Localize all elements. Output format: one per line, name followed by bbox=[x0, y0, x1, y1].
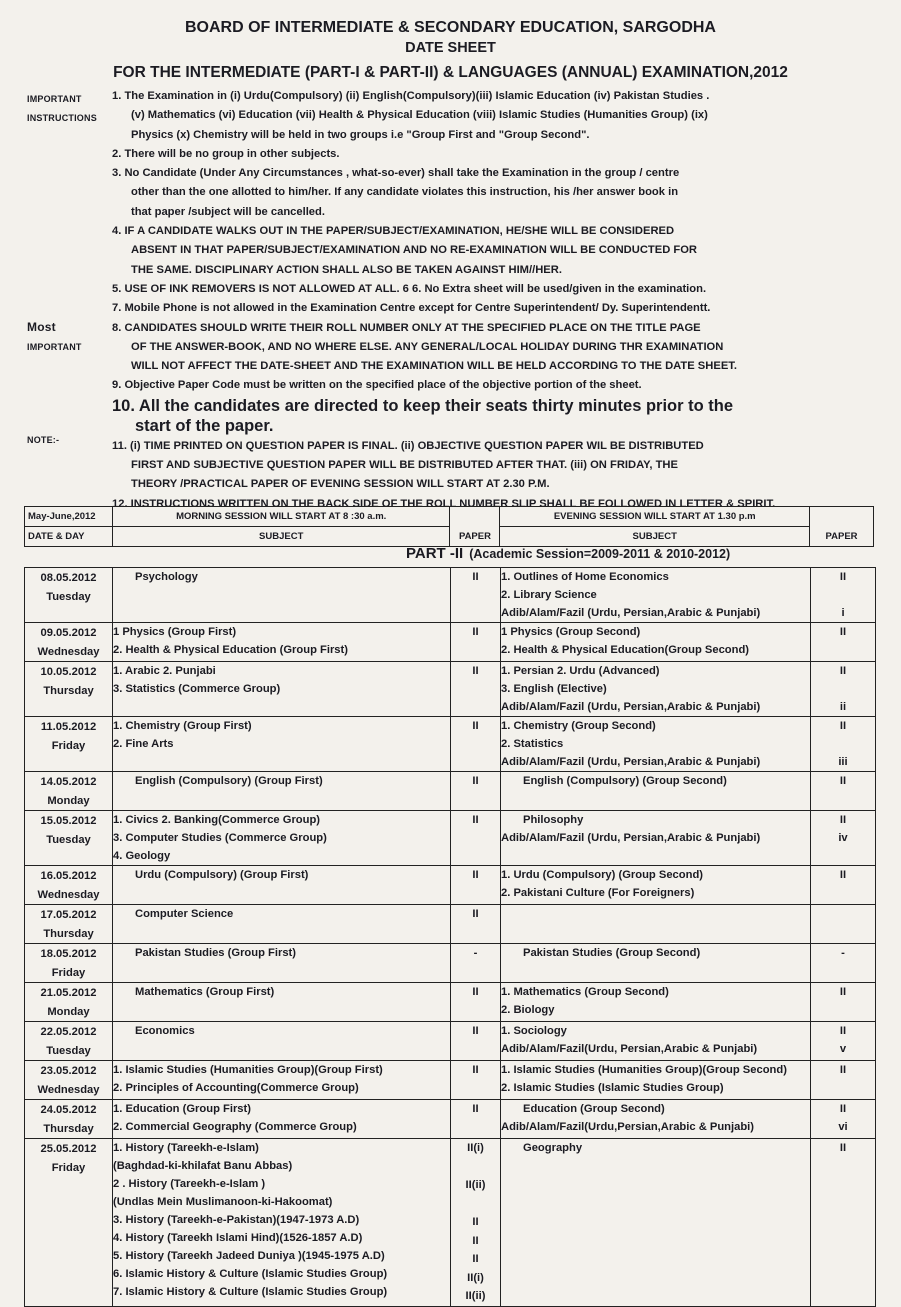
instruction-line: THEORY /PRACTICAL PAPER OF EVENING SESSION WILL START AT 2.30 P.M. bbox=[131, 478, 550, 491]
paper-code: v bbox=[839, 1043, 847, 1055]
exam-date: 24.05.2012 bbox=[40, 1104, 97, 1116]
subject-line: 4. Geology bbox=[113, 850, 171, 862]
paper-code: II bbox=[839, 1025, 847, 1037]
part-label: PART -II bbox=[406, 545, 464, 562]
subject-line: 1. Education (Group First) bbox=[113, 1103, 251, 1115]
table-row bbox=[25, 772, 876, 811]
subject-line: Mathematics (Group First) bbox=[135, 986, 275, 998]
exam-date: 10.05.2012 bbox=[40, 666, 97, 678]
subject-line: (Baghdad-ki-khilafat Banu Abbas) bbox=[113, 1160, 293, 1172]
morning-paper-cell bbox=[451, 662, 501, 717]
morning-subject-header: SUBJECT bbox=[112, 527, 450, 547]
evening-paper-cell bbox=[811, 1139, 876, 1307]
paper-code: II(i) bbox=[467, 1142, 484, 1154]
paper-code: II bbox=[472, 908, 479, 920]
period-label: May-June,2012 bbox=[25, 507, 113, 527]
evening-subject-cell bbox=[501, 1061, 811, 1100]
subject-line: Pakistan Studies (Group First) bbox=[135, 947, 297, 959]
part-session: (Academic Session=2009-2011 & 2010-2012) bbox=[469, 547, 731, 561]
instruction-line: 1. The Examination in (i) Urdu(Compulsory) (ii) English(Compulsory)(iii) Islamic Education (iv) Pakistan Studies . bbox=[112, 90, 710, 102]
evening-paper-cell bbox=[811, 1100, 876, 1139]
morning-paper-cell bbox=[451, 568, 501, 623]
subject-line: 4. History (Tareekh Islami Hind)(1526-1857 A.D) bbox=[113, 1232, 363, 1244]
paper-code bbox=[811, 735, 875, 753]
date-cell bbox=[25, 568, 113, 623]
paper-code bbox=[451, 1195, 500, 1214]
instruction-line: WILL NOT AFFECT THE DATE-SHEET AND THE EXAMINATION WILL BE HELD ACCORDING TO THE DATE SHEET. bbox=[131, 360, 737, 373]
evening-paper-cell bbox=[811, 662, 876, 717]
subject-line: 1. Mathematics (Group Second) bbox=[501, 986, 669, 998]
morning-paper-cell bbox=[451, 772, 501, 811]
evening-subject-cell bbox=[501, 983, 811, 1022]
evening-subject-cell bbox=[501, 1100, 811, 1139]
paper-code: II bbox=[839, 1142, 847, 1154]
subject-line: 1 Physics (Group Second) bbox=[501, 626, 641, 638]
subject-line: Geography bbox=[523, 1142, 583, 1154]
instruction-line: 2. There will be no group in other subjects. bbox=[112, 147, 340, 160]
morning-paper-cell bbox=[451, 1100, 501, 1139]
paper-code: II bbox=[472, 986, 479, 998]
paper-code: II bbox=[839, 720, 847, 732]
evening-paper-cell bbox=[811, 811, 876, 866]
exam-date: 09.05.2012 bbox=[40, 627, 97, 639]
table-row bbox=[25, 905, 876, 944]
exam-date: 23.05.2012 bbox=[40, 1065, 97, 1077]
evening-subject-header: SUBJECT bbox=[500, 527, 810, 547]
paper-code: II(ii) bbox=[465, 1179, 486, 1191]
instruction-line: THE SAME. DISCIPLINARY ACTION SHALL ALSO BE TAKEN AGAINST HIM//HER. bbox=[131, 263, 562, 276]
side-label-important: IMPORTANT bbox=[27, 94, 82, 104]
instruction-line: Physics (x) Chemistry will be held in two groups i.e "Group First and "Group Second". bbox=[131, 128, 590, 141]
exam-day: Monday bbox=[47, 794, 90, 807]
paper-code: II(ii) bbox=[465, 1290, 486, 1302]
instruction-line-emphasis: start of the paper. bbox=[135, 416, 274, 435]
paper-code: iii bbox=[838, 756, 848, 768]
table-row bbox=[25, 983, 876, 1022]
exam-date: 16.05.2012 bbox=[40, 870, 97, 882]
exam-date: 25.05.2012 bbox=[40, 1143, 97, 1155]
morning-subject-cell bbox=[113, 717, 451, 772]
evening-subject-cell bbox=[501, 905, 811, 944]
exam-day: Tuesday bbox=[46, 1044, 91, 1057]
paper-code: II bbox=[472, 1253, 479, 1265]
subject-line: Adib/Alam/Fazil (Urdu, Persian,Arabic & Punjabi) bbox=[501, 607, 761, 619]
evening-subject-cell bbox=[501, 1139, 811, 1307]
paper-code: II bbox=[472, 571, 479, 583]
subject-line: 3. Computer Studies (Commerce Group) bbox=[113, 832, 327, 844]
subject-line: 2. Library Science bbox=[501, 589, 597, 601]
date-sheet-table bbox=[24, 567, 876, 1307]
subject-line: English (Compulsory) (Group Second) bbox=[523, 775, 727, 787]
subject-line: 6. Islamic History & Culture (Islamic Studies Group) bbox=[113, 1268, 388, 1280]
morning-session-label: MORNING SESSION WILL START AT 8 :30 a.m. bbox=[112, 507, 450, 527]
paper-code: II(i) bbox=[467, 1271, 484, 1284]
date-cell bbox=[25, 1139, 113, 1307]
paper-code: vi bbox=[838, 1121, 848, 1133]
paper-code: - bbox=[473, 947, 478, 959]
instruction-line: 5. USE OF INK REMOVERS IS NOT ALLOWED AT ALL. 6 6. No Extra sheet will be used/given in the examination. bbox=[112, 282, 707, 295]
evening-subject-cell bbox=[501, 623, 811, 662]
table-row bbox=[25, 662, 876, 717]
evening-paper-cell bbox=[811, 1022, 876, 1061]
morning-subject-cell bbox=[113, 662, 451, 717]
board-title: BOARD OF INTERMEDIATE & SECONDARY EDUCATION, SARGODHA bbox=[185, 19, 716, 36]
subject-line: 1. Arabic 2. Punjabi bbox=[113, 665, 216, 677]
evening-subject-cell bbox=[501, 568, 811, 623]
morning-subject-cell bbox=[113, 905, 451, 944]
instruction-line: that paper /subject will be cancelled. bbox=[131, 205, 325, 218]
morning-subject-cell bbox=[113, 1022, 451, 1061]
morning-paper-cell bbox=[451, 811, 501, 866]
morning-subject-cell bbox=[113, 772, 451, 811]
subject-line: 2 . History (Tareekh-e-Islam ) bbox=[113, 1178, 266, 1190]
subject-line: 2. Commercial Geography (Commerce Group) bbox=[113, 1121, 357, 1133]
instruction-line: (v) Mathematics (vi) Education (vii) Health & Physical Education (viii) Islamic Studies (Humanities Group) (ix) bbox=[131, 109, 708, 122]
subject-line: 1 Physics (Group First) bbox=[113, 626, 237, 638]
date-cell bbox=[25, 1100, 113, 1139]
subject-line: 3. English (Elective) bbox=[501, 683, 607, 695]
date-day-header: DATE & DAY bbox=[25, 527, 113, 547]
paper-code: II bbox=[472, 720, 479, 732]
exam-day: Tuesday bbox=[46, 833, 91, 846]
exam-day: Monday bbox=[47, 1005, 90, 1018]
paper-code: II bbox=[472, 1025, 479, 1037]
exam-date: 21.05.2012 bbox=[40, 987, 97, 999]
paper-code: II bbox=[839, 1064, 847, 1076]
subject-line: 1. Civics 2. Banking(Commerce Group) bbox=[113, 814, 321, 826]
instruction-line: 11. (i) TIME PRINTED ON QUESTION PAPER IS FINAL. (ii) OBJECTIVE QUESTION PAPER WIL BE DISTRIBUTED bbox=[112, 439, 704, 452]
evening-session-label: EVENING SESSION WILL START AT 1.30 p.m bbox=[500, 507, 810, 527]
paper-code: II bbox=[472, 1216, 479, 1228]
table-row bbox=[25, 1022, 876, 1061]
morning-paper-cell bbox=[451, 717, 501, 772]
paper-code: II bbox=[839, 665, 847, 677]
date-cell bbox=[25, 772, 113, 811]
exam-day: Thursday bbox=[43, 927, 94, 940]
date-cell bbox=[25, 811, 113, 866]
paper-code: II bbox=[839, 814, 847, 826]
instruction-line: other than the one allotted to him/her. If any candidate violates this instruction, his /her answer book in bbox=[131, 186, 679, 199]
subject-line: 2. Principles of Accounting(Commerce Group) bbox=[113, 1082, 359, 1094]
instruction-line: FIRST AND SUBJECTIVE QUESTION PAPER WILL BE DISTRIBUTED AFTER THAT. (iii) ON FRIDAY, THE bbox=[131, 459, 678, 472]
subject-line: Adib/Alam/Fazil (Urdu, Persian,Arabic & Punjabi) bbox=[501, 832, 761, 844]
subject-line: 2. Islamic Studies (Islamic Studies Group) bbox=[501, 1082, 724, 1094]
subject-line: Adib/Alam/Fazil (Urdu, Persian,Arabic & Punjabi) bbox=[501, 756, 761, 768]
paper-code bbox=[811, 586, 875, 604]
instruction-line: 12. INSTRUCTIONS WRITTEN ON THE BACK SIDE OF THE ROLL NUMBER SLIP SHALL BE FOLLOWED IN LETTER & SPIRIT. bbox=[112, 497, 776, 510]
exam-date: 18.05.2012 bbox=[40, 948, 97, 960]
paper-code: - bbox=[841, 947, 845, 959]
morning-subject-cell bbox=[113, 1100, 451, 1139]
table-row bbox=[25, 1061, 876, 1100]
evening-paper-cell bbox=[811, 772, 876, 811]
subject-line: 1. History (Tareekh-e-Islam) bbox=[113, 1142, 259, 1154]
date-cell bbox=[25, 944, 113, 983]
morning-paper-cell bbox=[451, 1061, 501, 1100]
subject-line: 2. Fine Arts bbox=[113, 738, 174, 750]
subject-line: Computer Science bbox=[135, 908, 234, 920]
paper-code: II bbox=[472, 814, 479, 826]
subject-line: English (Compulsory) (Group First) bbox=[135, 775, 323, 787]
morning-subject-cell bbox=[113, 623, 451, 662]
instruction-line: 4. IF A CANDIDATE WALKS OUT IN THE PAPER/SUBJECT/EXAMINATION, HE/SHE WILL BE CONSIDERED bbox=[112, 225, 675, 238]
date-cell bbox=[25, 905, 113, 944]
paper-code: II bbox=[472, 665, 479, 677]
side-label-most: Most bbox=[27, 320, 56, 334]
evening-subject-cell bbox=[501, 1022, 811, 1061]
paper-code bbox=[451, 1158, 500, 1177]
exam-date: 17.05.2012 bbox=[40, 909, 97, 921]
exam-day: Friday bbox=[51, 1161, 86, 1174]
morning-subject-cell bbox=[113, 983, 451, 1022]
paper-code: II bbox=[472, 1234, 479, 1247]
exam-date: 22.05.2012 bbox=[40, 1026, 97, 1038]
date-cell bbox=[25, 866, 113, 905]
morning-paper-cell bbox=[451, 944, 501, 983]
evening-paper-header: PAPER bbox=[810, 527, 874, 547]
evening-subject-cell bbox=[501, 717, 811, 772]
date-cell bbox=[25, 1022, 113, 1061]
exam-day: Friday bbox=[51, 739, 86, 752]
subject-line: 3. History (Tareekh-e-Pakistan)(1947-1973 A.D) bbox=[113, 1214, 360, 1226]
subject-line: Adib/Alam/Fazil(Urdu,Persian,Arabic & Punjabi) bbox=[501, 1121, 755, 1133]
subject-line: 7. Islamic History & Culture (Islamic Studies Group) bbox=[113, 1286, 388, 1298]
morning-paper-cell bbox=[451, 623, 501, 662]
subject-line: 1. Urdu (Compulsory) (Group Second) bbox=[501, 869, 703, 881]
paper-code: II bbox=[839, 1103, 847, 1115]
evening-paper-cell bbox=[811, 623, 876, 662]
instruction-line: 8. CANDIDATES SHOULD WRITE THEIR ROLL NUMBER ONLY AT THE SPECIFIED PLACE ON THE TITLE PAGE bbox=[112, 321, 701, 334]
subject-line: 5. History (Tareekh Jadeed Duniya )(1945-1975 A.D) bbox=[113, 1250, 385, 1262]
subject-line: 2. Biology bbox=[501, 1004, 555, 1016]
morning-paper-cell bbox=[451, 1022, 501, 1061]
subject-line: 1. Islamic Studies (Humanities Group)(Group First) bbox=[113, 1064, 383, 1076]
paper-code: II bbox=[839, 986, 847, 998]
subject-line: 1. Chemistry (Group Second) bbox=[501, 720, 656, 732]
paper-code: iv bbox=[838, 832, 848, 844]
subject-line: Pakistan Studies (Group Second) bbox=[523, 947, 701, 959]
table-row bbox=[25, 811, 876, 866]
exam-day: Wednesday bbox=[37, 1083, 100, 1096]
evening-subject-cell bbox=[501, 811, 811, 866]
session-header-table bbox=[24, 506, 874, 547]
instruction-line: 7. Mobile Phone is not allowed in the Examination Centre except for Centre Superintendent/ Dy. Superintendentt. bbox=[112, 302, 711, 315]
date-cell bbox=[25, 717, 113, 772]
date-cell bbox=[25, 623, 113, 662]
exam-date: 15.05.2012 bbox=[40, 815, 97, 827]
morning-subject-cell bbox=[113, 811, 451, 866]
paper-code: II bbox=[472, 869, 479, 881]
instruction-line: 3. No Candidate (Under Any Circumstances , what-so-ever) shall take the Examination in the group / centre bbox=[112, 167, 680, 180]
part-heading bbox=[406, 545, 730, 563]
morning-paper-cell bbox=[451, 866, 501, 905]
evening-paper-cell bbox=[811, 866, 876, 905]
morning-subject-cell bbox=[113, 866, 451, 905]
subject-line: 2. Pakistani Culture (For Foreigners) bbox=[501, 887, 695, 899]
instruction-line: 9. Objective Paper Code must be written on the specified place of the objective portion of the sheet. bbox=[112, 379, 642, 392]
date-cell bbox=[25, 1061, 113, 1100]
subject-line: Adib/Alam/Fazil(Urdu, Persian,Arabic & Punjabi) bbox=[501, 1043, 758, 1055]
paper-code: ii bbox=[839, 701, 847, 713]
instruction-line: ABSENT IN THAT PAPER/SUBJECT/EXAMINATION AND NO RE-EXAMINATION WILL BE CONDUCTED FOR bbox=[131, 244, 698, 257]
exam-day: Tuesday bbox=[46, 590, 91, 603]
subject-line: 2. Health & Physical Education(Group Second) bbox=[501, 644, 750, 656]
evening-paper-cell bbox=[811, 1061, 876, 1100]
paper-code: II bbox=[472, 1103, 479, 1115]
exam-day: Thursday bbox=[43, 684, 94, 697]
subject-line: Adib/Alam/Fazil (Urdu, Persian,Arabic & Punjabi) bbox=[501, 701, 761, 713]
subject-line: 1. Chemistry (Group First) bbox=[113, 720, 252, 732]
instruction-line-emphasis: 10. All the candidates are directed to keep their seats thirty minutes prior to the bbox=[112, 396, 734, 415]
morning-subject-cell bbox=[113, 944, 451, 983]
document-subtitle: DATE SHEET bbox=[405, 40, 496, 56]
date-cell bbox=[25, 983, 113, 1022]
subject-line: (Undlas Mein Muslimanoon-ki-Hakoomat) bbox=[113, 1196, 333, 1208]
subject-line: Economics bbox=[135, 1025, 195, 1037]
evening-subject-cell bbox=[501, 662, 811, 717]
morning-paper-cell bbox=[451, 983, 501, 1022]
evening-subject-cell bbox=[501, 772, 811, 811]
evening-paper-cell bbox=[811, 983, 876, 1022]
subject-line: 3. Statistics (Commerce Group) bbox=[113, 683, 281, 695]
subject-line: 2. Health & Physical Education (Group First) bbox=[113, 644, 348, 656]
exam-date: 14.05.2012 bbox=[40, 776, 97, 788]
exam-date: 08.05.2012 bbox=[40, 572, 97, 584]
table-row bbox=[25, 717, 876, 772]
morning-subject-cell bbox=[113, 1139, 451, 1307]
exam-day: Friday bbox=[51, 966, 86, 979]
table-row bbox=[25, 866, 876, 905]
paper-code: II bbox=[839, 626, 847, 638]
morning-subject-cell bbox=[113, 1061, 451, 1100]
paper-code: i bbox=[841, 607, 845, 619]
paper-code: II bbox=[839, 571, 847, 583]
table-row bbox=[25, 568, 876, 623]
subject-line: Urdu (Compulsory) (Group First) bbox=[135, 869, 309, 881]
exam-day: Wednesday bbox=[37, 645, 100, 658]
morning-paper-header: PAPER bbox=[450, 527, 500, 547]
exam-day: Wednesday bbox=[37, 888, 100, 901]
evening-paper-cell bbox=[811, 568, 876, 623]
paper-code: II bbox=[472, 626, 479, 638]
evening-paper-cell bbox=[811, 717, 876, 772]
paper-code bbox=[811, 680, 875, 698]
subject-line: Philosophy bbox=[523, 814, 584, 826]
paper-code: II bbox=[472, 775, 479, 787]
date-cell bbox=[25, 662, 113, 717]
subject-line: 1. Outlines of Home Economics bbox=[501, 571, 669, 583]
side-label-most-important: IMPORTANT bbox=[27, 342, 82, 352]
side-label-note: NOTE:- bbox=[27, 435, 60, 445]
subject-line: 2. Statistics bbox=[501, 738, 564, 750]
table-row bbox=[25, 944, 876, 983]
evening-subject-cell bbox=[501, 866, 811, 905]
evening-subject-cell bbox=[501, 944, 811, 983]
side-label-instructions: INSTRUCTIONS bbox=[27, 113, 97, 123]
evening-paper-cell bbox=[811, 905, 876, 944]
table-row bbox=[25, 623, 876, 662]
subject-line: Education (Group Second) bbox=[523, 1103, 665, 1115]
table-row bbox=[25, 1139, 876, 1307]
paper-code: II bbox=[839, 775, 847, 787]
morning-paper-cell bbox=[451, 905, 501, 944]
subject-line: 1. Sociology bbox=[501, 1025, 567, 1037]
table-row bbox=[25, 1100, 876, 1139]
subject-line: 1. Persian 2. Urdu (Advanced) bbox=[501, 665, 660, 677]
subject-line: 1. Islamic Studies (Humanities Group)(Group Second) bbox=[501, 1064, 787, 1076]
morning-subject-cell bbox=[113, 568, 451, 623]
evening-paper-cell bbox=[811, 944, 876, 983]
exam-title: FOR THE INTERMEDIATE (PART-I & PART-II) & LANGUAGES (ANNUAL) EXAMINATION,2012 bbox=[113, 64, 788, 81]
morning-paper-cell bbox=[451, 1139, 501, 1307]
instruction-line: OF THE ANSWER-BOOK, AND NO WHERE ELSE. ANY GENERAL/LOCAL HOLIDAY DURING THR EXAMINATION bbox=[131, 340, 724, 353]
exam-day: Thursday bbox=[43, 1122, 94, 1135]
exam-date: 11.05.2012 bbox=[40, 721, 97, 733]
instructions-list bbox=[112, 87, 872, 514]
paper-code: II bbox=[472, 1064, 479, 1076]
paper-code: II bbox=[839, 869, 847, 881]
subject-line: Psychology bbox=[135, 571, 198, 583]
